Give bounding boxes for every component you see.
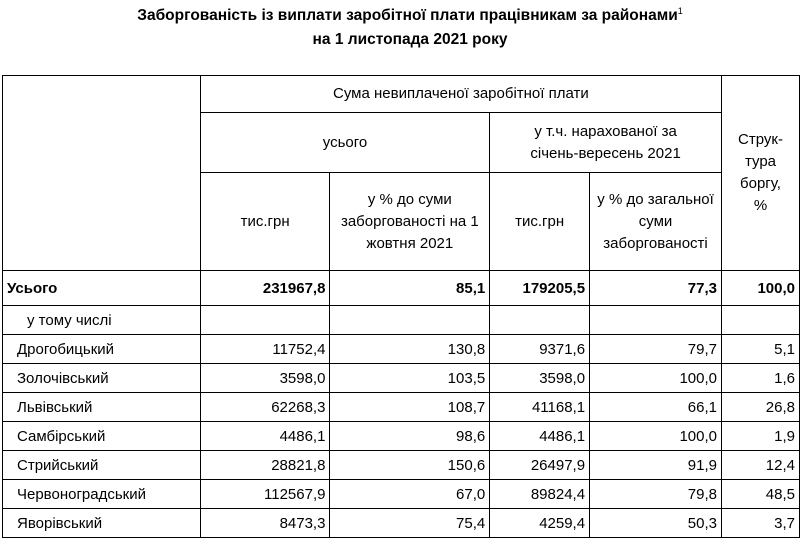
cell: 108,7 [330,393,490,422]
row-name: Стрийський [3,451,201,480]
row-name: Яворівський [3,509,201,538]
cell: 150,6 [330,451,490,480]
including-row [3,306,800,335]
row-name: Червоноградський [3,480,201,509]
cell: 112567,9 [200,480,330,509]
table-row [3,393,800,422]
cell: 100,0 [721,271,799,306]
cell: 3598,0 [490,364,590,393]
cell [330,306,490,335]
row-name: Усього [3,271,201,306]
cell [721,306,799,335]
cell: 1,9 [721,422,799,451]
cell: 28821,8 [200,451,330,480]
cell: 130,8 [330,335,490,364]
cell: 8473,3 [200,509,330,538]
header-c4: у % до загальної суми заборгованості [590,173,722,271]
cell: 67,0 [330,480,490,509]
cell: 98,6 [330,422,490,451]
table-row [3,509,800,538]
cell: 77,3 [590,271,722,306]
cell: 231967,8 [200,271,330,306]
row-name: Львівський [3,393,201,422]
row-name: Самбірський [3,422,201,451]
title-line-2: на 1 листопада 2021 року [312,31,508,48]
header-c2: у % до суми заборгованості на 1 жовтня 2021 [330,173,490,271]
cell [490,306,590,335]
table-row [3,422,800,451]
cell: 100,0 [590,364,722,393]
table-row [3,480,800,509]
cell: 62268,3 [200,393,330,422]
cell [200,306,330,335]
cell: 4486,1 [490,422,590,451]
including-label: у тому числі [3,306,201,335]
cell: 48,5 [721,480,799,509]
cell: 5,1 [721,335,799,364]
header-accrued: у т.ч. нарахованої за січень-вересень 2021 [490,113,722,173]
cell: 85,1 [330,271,490,306]
row-name: Дрогобицький [3,335,201,364]
cell: 12,4 [721,451,799,480]
cell: 50,3 [590,509,722,538]
cell: 1,6 [721,364,799,393]
row-name: Золочівський [3,364,201,393]
header-structure: Струк-тура боргу, % [721,76,799,271]
cell: 26497,9 [490,451,590,480]
cell: 66,1 [590,393,722,422]
cell: 41168,1 [490,393,590,422]
table-row [3,451,800,480]
cell: 79,8 [590,480,722,509]
corner-cell [3,76,201,271]
total-row [3,271,800,306]
cell: 3,7 [721,509,799,538]
debt-table [2,75,800,538]
table-row [3,335,800,364]
title-text: Заборгованість із виплати заробітної плати працівникам за районами [137,7,678,25]
cell: 11752,4 [200,335,330,364]
cell: 4486,1 [200,422,330,451]
cell: 3598,0 [200,364,330,393]
cell: 79,7 [590,335,722,364]
cell: 75,4 [330,509,490,538]
header-c3: тис.грн [490,173,590,271]
table-row [3,364,800,393]
title-line-1 [0,6,800,25]
cell: 4259,4 [490,509,590,538]
footnote-marker: 1 [677,6,683,16]
cell: 179205,5 [490,271,590,306]
header-c1: тис.грн [200,173,330,271]
cell: 26,8 [721,393,799,422]
cell: 100,0 [590,422,722,451]
cell [590,306,722,335]
cell: 9371,6 [490,335,590,364]
cell: 91,9 [590,451,722,480]
header-total: усього [200,113,489,173]
cell: 103,5 [330,364,490,393]
header-group: Сума невиплаченої заробітної плати [200,76,721,113]
cell: 89824,4 [490,480,590,509]
